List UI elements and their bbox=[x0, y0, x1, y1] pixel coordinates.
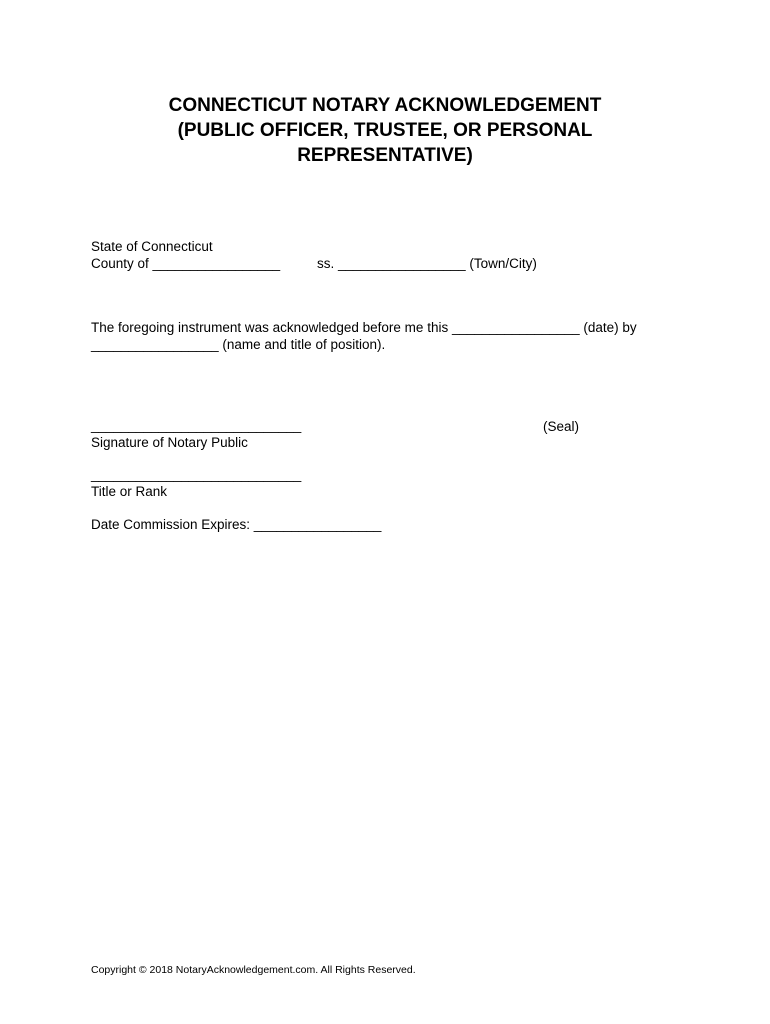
notary-signature-line: ____________________________ bbox=[91, 418, 302, 433]
county-line: County of _________________ bbox=[91, 256, 281, 271]
ss-town-line: ss. _________________ (Town/City) bbox=[317, 256, 537, 271]
title-line-1: CONNECTICUT NOTARY ACKNOWLEDGEMENT bbox=[168, 95, 602, 116]
acknowledgement-line-1: The foregoing instrument was acknowledged before me this _________________ (date) by bbox=[91, 320, 637, 335]
seal-label: (Seal) bbox=[543, 419, 580, 434]
title-line-2: (PUBLIC OFFICER, TRUSTEE, OR PERSONAL bbox=[177, 120, 593, 141]
acknowledgement-line-2: _________________ (name and title of position). bbox=[91, 337, 386, 352]
copyright-footer: Copyright © 2018 NotaryAcknowledgement.com. All Rights Reserved. bbox=[91, 964, 416, 976]
commission-expires-line: Date Commission Expires: _________________ bbox=[91, 517, 382, 532]
title-rank-line: ____________________________ bbox=[91, 467, 302, 482]
state-line: State of Connecticut bbox=[91, 239, 213, 254]
title-rank-label: Title or Rank bbox=[91, 484, 168, 499]
notary-signature-label: Signature of Notary Public bbox=[91, 435, 248, 450]
title-line-3: REPRESENTATIVE) bbox=[297, 145, 473, 166]
document-title bbox=[100, 93, 670, 168]
